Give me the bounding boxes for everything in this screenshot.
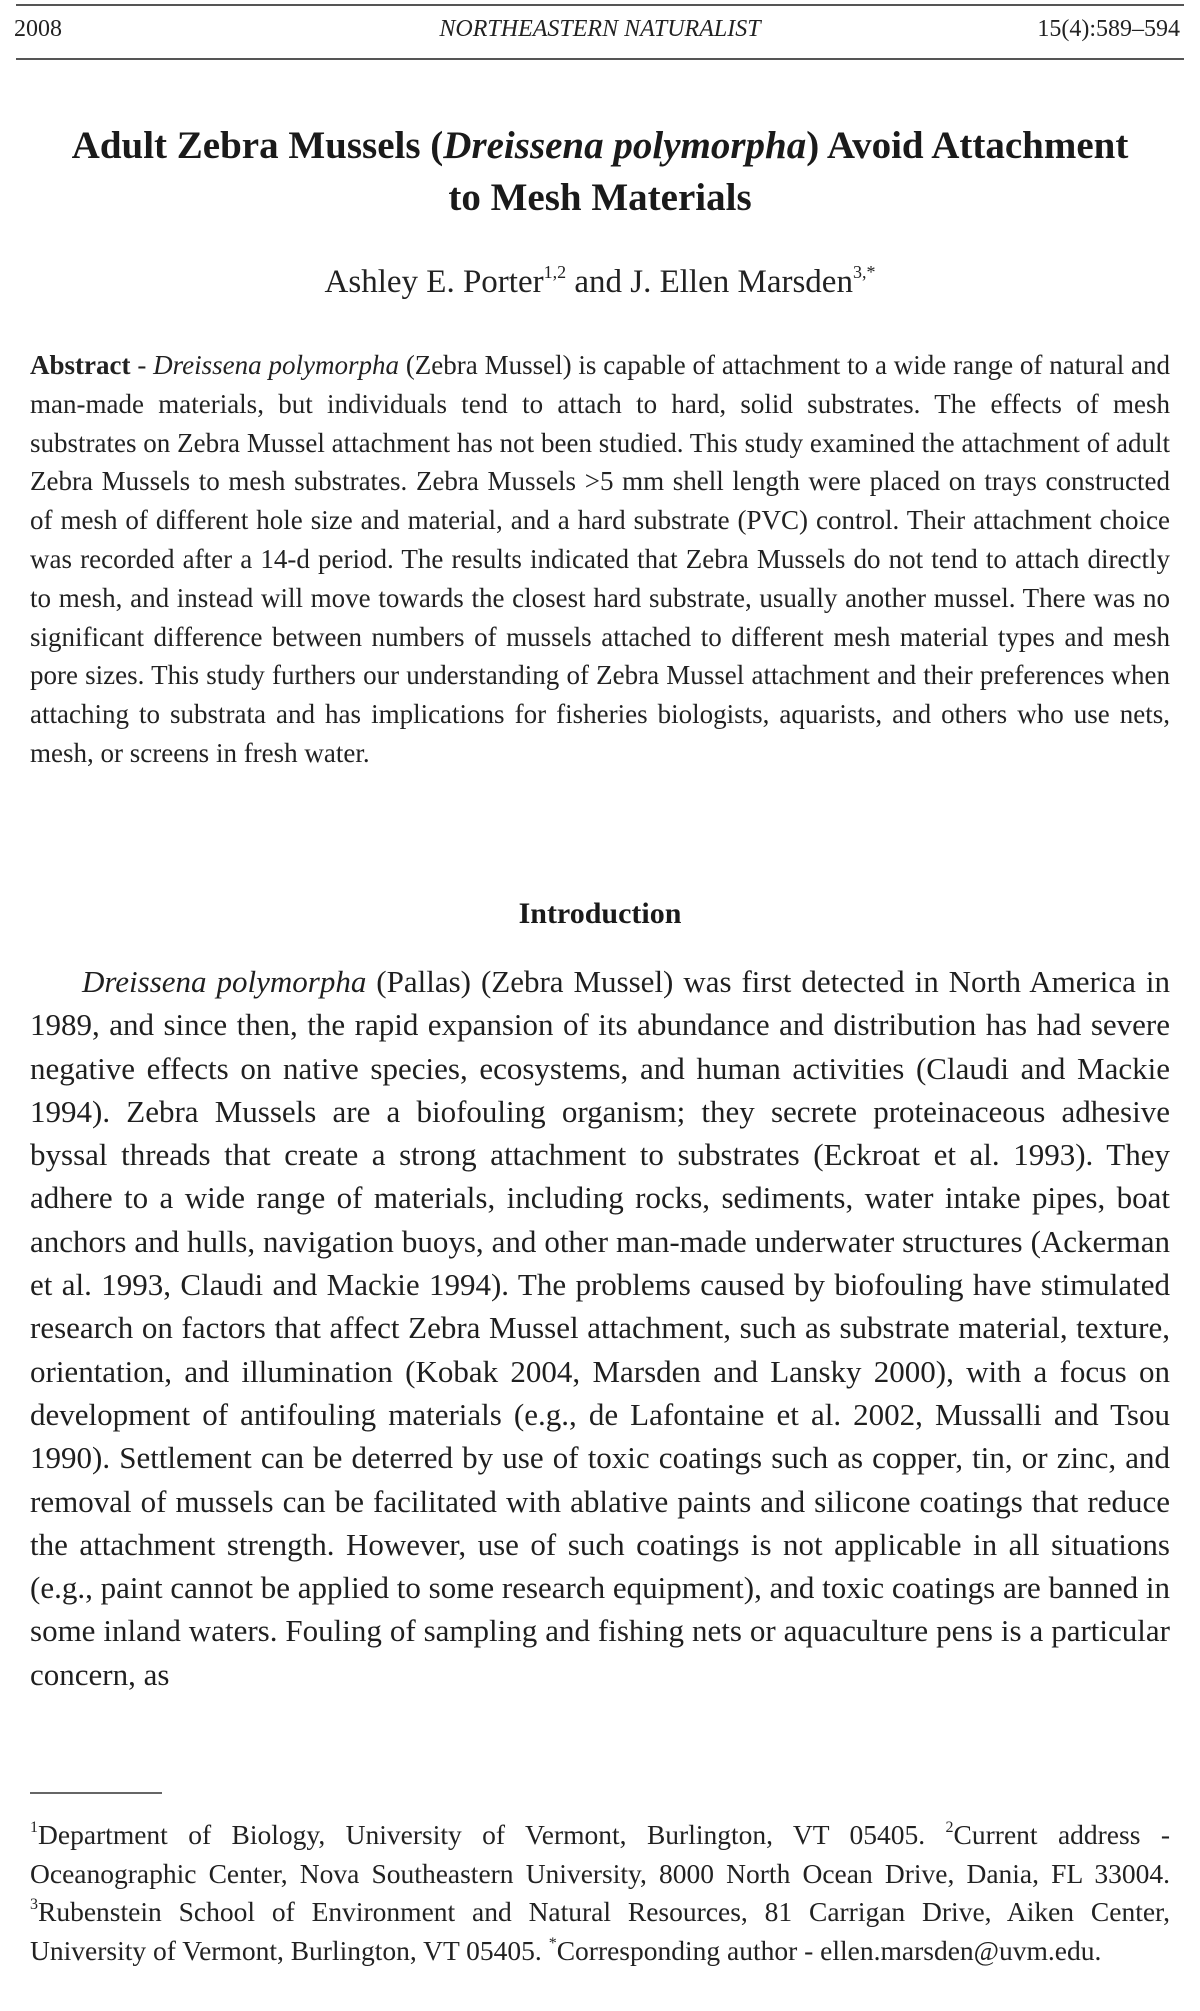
footnote-affiliation-3: Rubenstein School of Environment and Natural Resources, 81 Carrigan Drive, Aiken Center, University of Vermont, Burlington, VT 05405. <box>30 1896 1170 1966</box>
header-year: 2008 <box>14 16 62 42</box>
title-part2: ) Avoid Attachment to Mesh Materials <box>448 124 1129 219</box>
footnote-marker: 2 <box>945 1819 954 1836</box>
header-journal: NORTHEASTERN NATURALIST <box>439 16 761 42</box>
footnotes <box>30 1816 1170 1970</box>
section-heading-introduction: Introduction <box>518 897 682 930</box>
article-title <box>60 120 1140 224</box>
header-citation: 15(4):589–594 <box>1037 16 1180 42</box>
header-rule-top <box>16 4 1184 6</box>
footnote-marker: * <box>548 1934 557 1952</box>
footnote-corresponding-author: Corresponding author - ellen.marsden@uvm.edu. <box>556 1934 1102 1966</box>
abstract <box>30 346 1170 773</box>
abstract-species: Dreissena polymorpha <box>153 350 399 380</box>
footnote-marker: 1 <box>30 1819 38 1836</box>
footnote-marker: 3 <box>30 1896 38 1913</box>
abstract-dash: - <box>130 350 154 380</box>
intro-text: (Pallas) (Zebra Mussel) was first detected in North America in 1989, and since then, the rapid expansion of its abundance and distribution has had severe negative effects on native species, ecosystems, and human activities (Claudi and Mackie 1994). Zebra Mussels are a biofouling organism; they secrete proteinaceous adhesive byssal threads that create a strong attachment to substrates (Eckroat et al. 1993). They adhere to a wide range of materials, including rocks, sediments, water intake pipes, boat anchors and hulls, navigation buoys, and other man-made underwater structures (Ackerman et al. 1993, Claudi and Mackie 1994). The problems caused by biofouling have stimulated research on factors that affect Zebra Mussel attachment, such as substrate material, texture, orientation, and illumination (Kobak 2004, Marsden and Lansky 2000), with a focus on development of antifouling materials (e.g., de Lafontaine et al. 2002, Mussalli and Tsou 1990). Settlement can be deterred by use of toxic coatings such as copper, tin, or zinc, and removal of mussels can be facilitated with ablative paints and silicone coatings that reduce the attachment strength. However, use of such coatings is not applicable in all situations (e.g., paint cannot be applied to some research equipment), and toxic coatings are banned in some inland waters. Fouling of sampling and fishing nets or aquaculture pens is a particular concern, as <box>30 964 1170 1692</box>
author-2: J. Ellen Marsden <box>630 264 853 300</box>
title-species: Dreissena polymorpha <box>443 124 807 167</box>
author-1-affil: 1,2 <box>543 262 567 282</box>
abstract-label: Abstract <box>30 350 131 380</box>
header-rule-bottom <box>16 58 1184 60</box>
author-1: Ashley E. Porter <box>324 264 544 300</box>
title-part1: Adult Zebra Mussels ( <box>71 124 444 167</box>
abstract-text: (Zebra Mussel) is capable of attachment to a wide range of natural and man-made materials, but individuals tend to attach to hard, solid substrates. The effects of mesh substrates on Zebra Mussel attachment has not been studied. This study examined the attachment of adult Zebra Mussels to mesh substrates. Zebra Mussels >5 mm shell length were placed on trays constructed of mesh of different hole size and material, and a hard substrate (PVC) control. Their attachment choice was recorded after a 14-d period. The results indicated that Zebra Mussels do not tend to attach directly to mesh, and instead will move towards the closest hard substrate, usually another mussel. There was no significant difference between numbers of mussels attached to different mesh material types and mesh pore sizes. This study furthers our understanding of Zebra Mussel attachment and their preferences when attaching to substrata and has implications for fisheries biologists, aquarists, and others who use nets, mesh, or screens in fresh water. <box>30 350 1171 768</box>
introduction-body <box>30 960 1170 1696</box>
intro-species: Dreissena polymorpha <box>82 964 367 999</box>
footnote-divider <box>30 1792 162 1794</box>
introduction-paragraph <box>30 960 1170 1696</box>
author-line <box>0 260 1200 304</box>
author-joiner: and <box>566 264 631 300</box>
footnote-affiliation-2: Current address - Oceanographic Center, Nova Southeastern University, 8000 North Ocean Drive, Dania, FL 33004. <box>30 1819 1170 1889</box>
footnote-affiliation-1: Department of Biology, University of Vermont, Burlington, VT 05405. <box>38 1819 946 1850</box>
author-2-affil: 3,* <box>852 262 876 282</box>
